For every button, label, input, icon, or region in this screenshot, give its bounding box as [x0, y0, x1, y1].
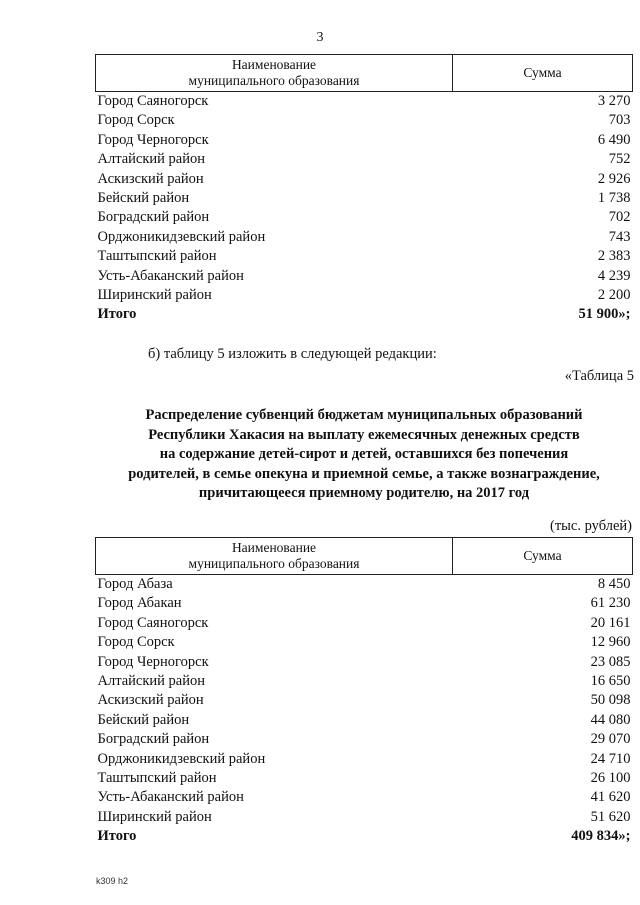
municipality-name: Таштыпский район — [97, 248, 217, 265]
column-header-municipality — [96, 55, 453, 92]
municipality-name: Усть-Абаканский район — [97, 267, 244, 284]
sum-value: 752 — [608, 151, 631, 168]
municipality-name: Город Абаза — [97, 576, 173, 592]
table-title-line: на содержание детей-сирот и детей, оставшихся без попечения — [159, 446, 569, 462]
page-number: 3 — [316, 30, 324, 45]
sum-value: 16 650 — [590, 673, 631, 690]
table-title-line: Республики Хакасия на выплату ежемесячных денежных средств — [148, 426, 580, 443]
sum-value: 29 070 — [590, 731, 631, 748]
table-row — [96, 653, 633, 672]
municipality-name: Орджоникидзевский район — [97, 750, 266, 767]
sum-value: 50 098 — [590, 692, 631, 709]
table-header-row — [96, 55, 633, 92]
column-header-line: муниципального образования — [188, 556, 360, 571]
municipality-name: Боградский район — [97, 209, 210, 226]
sum-value: 4 239 — [597, 267, 631, 284]
municipality-name: Ширинский район — [97, 287, 212, 304]
table-row — [96, 208, 633, 227]
sum-value: 20 161 — [590, 614, 631, 631]
table-row — [96, 267, 633, 286]
table-row — [96, 575, 633, 595]
municipality-name: Таштыпский район — [97, 770, 217, 787]
table-row — [96, 286, 633, 305]
sum-value: 51 620 — [590, 808, 631, 825]
table-reference: «Таблица 5 — [564, 368, 634, 384]
total-label: Итого — [97, 306, 137, 323]
sum-value: 26 100 — [590, 770, 631, 787]
table-row — [96, 189, 633, 208]
column-header-sum: Сумма — [453, 538, 633, 575]
sum-value: 703 — [608, 112, 631, 129]
total-sum: 51 900»; — [578, 306, 631, 323]
total-row — [96, 305, 633, 324]
sum-value: 8 450 — [597, 576, 631, 592]
table-title — [95, 406, 633, 504]
units-label: (тыс. рублей) — [550, 518, 632, 534]
table-row — [96, 594, 633, 613]
table-row — [96, 788, 633, 807]
sum-value: 702 — [608, 209, 631, 226]
table-row — [96, 92, 633, 112]
table-row — [96, 808, 633, 827]
municipality-name: Алтайский район — [97, 151, 205, 168]
total-row — [96, 827, 633, 846]
municipality-name: Город Саяногорск — [97, 93, 209, 109]
table-header-row — [96, 538, 633, 575]
sum-value: 2 926 — [597, 170, 631, 187]
sum-value: 61 230 — [590, 595, 631, 612]
table-row — [96, 247, 633, 266]
table-title-line: родителей, в семье опекуна и приемной семье, а также вознаграждение, — [128, 465, 600, 482]
column-header-sum: Сумма — [453, 55, 633, 92]
municipality-name: Усть-Абаканский район — [97, 789, 244, 806]
municipality-name: Аскизский район — [97, 170, 204, 187]
sum-value: 2 200 — [597, 287, 631, 304]
municipality-name: Ширинский район — [97, 808, 212, 825]
table-row — [96, 750, 633, 769]
municipality-name: Город Сорск — [97, 634, 175, 651]
sum-value: 3 270 — [597, 93, 631, 109]
table-row — [96, 614, 633, 633]
municipality-name: Город Саяногорск — [97, 614, 209, 631]
municipality-name: Аскизский район — [97, 692, 204, 709]
municipality-name: Боградский район — [97, 731, 210, 748]
table-row — [96, 150, 633, 169]
sum-value: 1 738 — [597, 190, 631, 207]
allocation-table-previous — [95, 54, 633, 325]
table-row — [96, 228, 633, 247]
municipality-name: Город Черногорск — [97, 653, 209, 670]
table-row — [96, 131, 633, 150]
table-title-line: причитающееся приемному родителю, на 2017 год — [198, 485, 530, 501]
column-header-municipality — [96, 538, 453, 575]
sum-value: 743 — [608, 228, 631, 245]
amendment-text: б) таблицу 5 изложить в следующей редакции: — [148, 346, 437, 362]
municipality-name: Город Абакан — [97, 595, 182, 612]
table-row — [96, 170, 633, 189]
sum-value: 6 490 — [597, 131, 631, 148]
document-code: k309 h2 — [96, 876, 129, 886]
table-row — [96, 769, 633, 788]
municipality-name: Бейский район — [97, 190, 190, 207]
sum-value: 44 080 — [590, 711, 631, 728]
table-row — [96, 633, 633, 652]
column-header-line: Наименование — [231, 57, 317, 72]
sum-value: 41 620 — [590, 789, 631, 806]
table-title-line: Распределение субвенций бюджетам муниципальных образований — [145, 407, 583, 423]
table-row — [96, 672, 633, 691]
table-row — [96, 111, 633, 130]
sum-value: 24 710 — [590, 750, 631, 767]
table-row — [96, 711, 633, 730]
sum-value: 23 085 — [590, 653, 631, 670]
table-row — [96, 691, 633, 710]
municipality-name: Город Сорск — [97, 112, 175, 129]
column-header-line: муниципального образования — [188, 73, 360, 88]
sum-value: 2 383 — [597, 248, 631, 265]
municipality-name: Бейский район — [97, 711, 190, 728]
total-label: Итого — [97, 828, 137, 845]
column-header-line: Наименование — [231, 540, 317, 555]
table-row — [96, 730, 633, 749]
allocation-table-2017 — [95, 537, 633, 847]
municipality-name: Город Черногорск — [97, 131, 209, 148]
total-sum: 409 834»; — [571, 828, 631, 845]
municipality-name: Орджоникидзевский район — [97, 228, 266, 245]
sum-value: 12 960 — [590, 634, 631, 651]
municipality-name: Алтайский район — [97, 673, 205, 690]
